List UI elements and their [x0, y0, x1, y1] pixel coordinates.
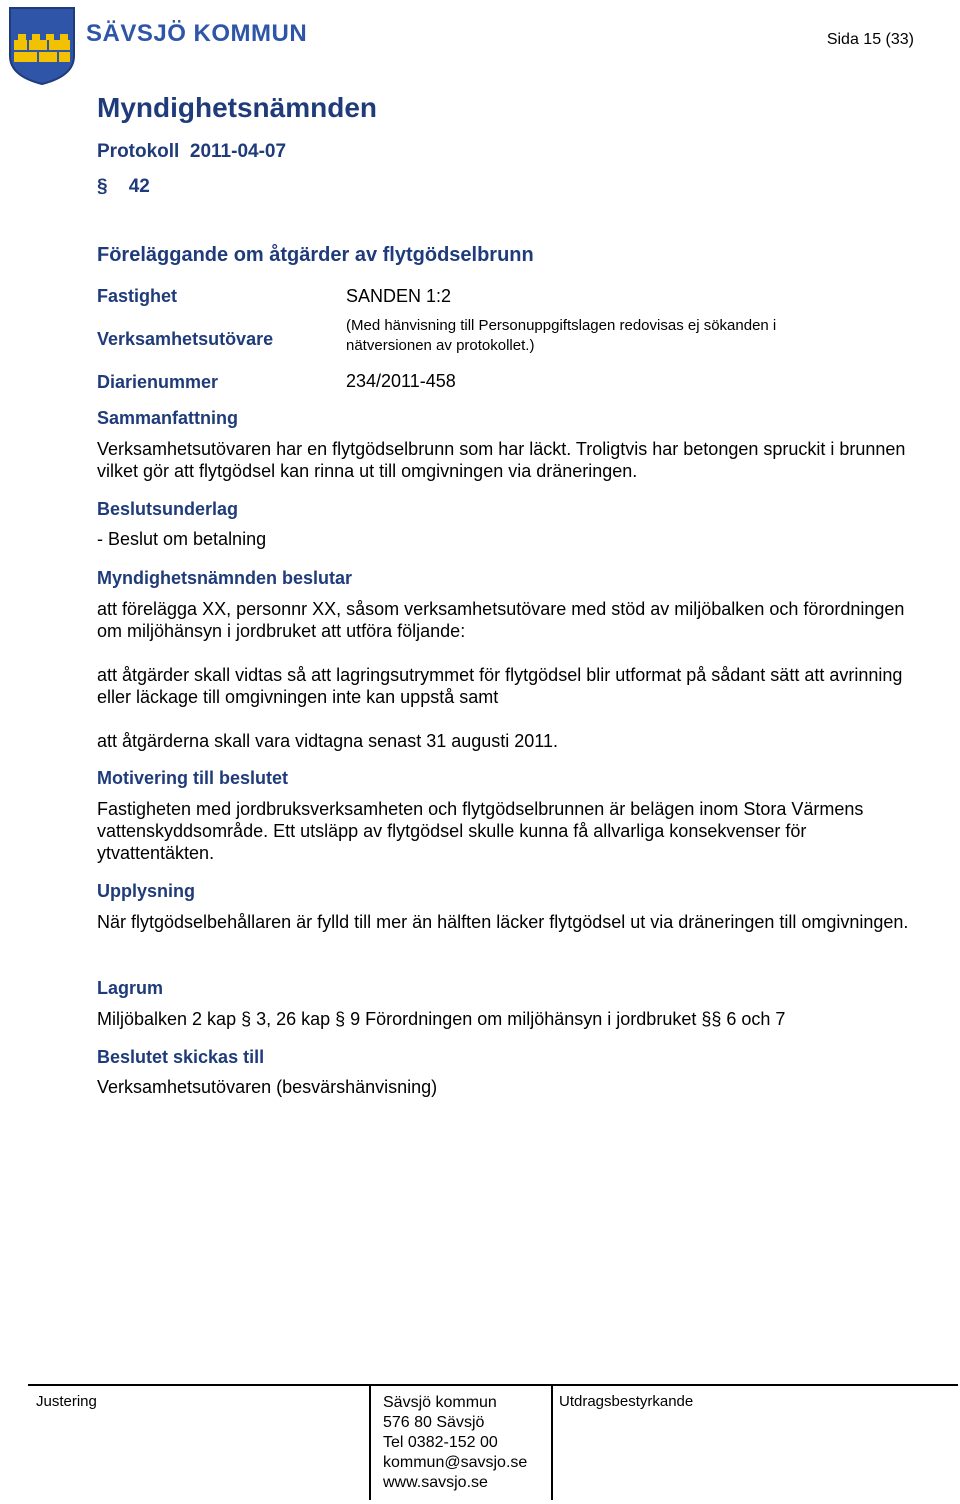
page-title: Myndighetsnämnden — [97, 92, 378, 123]
beslutar-paragraph-3: att åtgärderna skall vara vidtagna senast 31 augusti 2011. — [97, 731, 558, 751]
footer-email[interactable]: kommun@savsjo.se — [383, 1454, 528, 1471]
diarie-label: Diarienummer — [97, 372, 219, 392]
footer-website[interactable]: www.savsjo.se — [383, 1474, 488, 1491]
lagrum-text: Miljöbalken 2 kap § 3, 26 kap § 9 Förordningen om miljöhänsyn i jordbruket §§ 6 och 7 — [97, 1009, 786, 1029]
verksamhet-label: Verksamhetsutövare — [97, 329, 274, 349]
lagrum-heading: Lagrum — [97, 978, 164, 998]
footer-org: Sävsjö kommun — [383, 1394, 497, 1411]
upplysning-text: När flytgödselbehållaren är fylld till mer än hälften läcker flytgödsel ut via dräneringen till omgivningen. — [97, 912, 909, 932]
footer-address: 576 80 Sävsjö — [383, 1414, 485, 1431]
paragraph-sign: § — [97, 176, 108, 197]
footer-separator-right — [551, 1386, 553, 1500]
coat-of-arms-icon — [8, 6, 80, 86]
beslutar-heading: Myndighetsnämnden beslutar — [97, 568, 353, 588]
diarie-value: 234/2011-458 — [346, 371, 456, 391]
beslutar-paragraph-1: att förelägga XX, personnr XX, såsom verksamhetsutövare med stöd av miljöbalken och förordningen om miljöhänsyn i jordbruket att utföra följande: — [97, 599, 905, 641]
skickas-heading: Beslutet skickas till — [97, 1047, 265, 1067]
protocol-label: Protokoll — [97, 141, 180, 162]
sammanfattning-text: Verksamhetsutövaren har en flytgödselbrunn som har läckt. Troligtvis har betongen spruckit i brunnen vilket gör att flytgödsel kan rinna ut till omgivningen via dräneringen. — [97, 439, 906, 481]
skickas-text: Verksamhetsutövaren (besvärshänvisning) — [97, 1077, 438, 1097]
municipality-logo — [8, 6, 308, 86]
paragraph-value: 42 — [128, 176, 150, 197]
footer-justering: Justering — [36, 1393, 97, 1410]
footer-address-block — [383, 1393, 527, 1493]
beslutsunderlag-text: - Beslut om betalning — [97, 529, 267, 549]
page-number: Sida 15 (33) — [826, 31, 914, 48]
footer-utdrag: Utdragsbestyrkande — [559, 1393, 694, 1410]
fastighet-value: SANDEN 1:2 — [346, 286, 452, 306]
protocol-date: 2011-04-07 — [189, 141, 287, 162]
sammanfattning-heading: Sammanfattning — [97, 408, 239, 428]
motivering-heading: Motivering till beslutet — [97, 768, 289, 788]
subject-title: Föreläggande om åtgärder av flytgödselbrunn — [97, 244, 534, 266]
beslutsunderlag-heading: Beslutsunderlag — [97, 499, 239, 519]
fastighet-label: Fastighet — [97, 286, 178, 306]
upplysning-heading: Upplysning — [97, 881, 195, 901]
paragraph-number — [97, 176, 150, 198]
verksamhet-note: (Med hänvisning till Personuppgiftslagen redovisas ej sökanden i nätversionen av protokollet.) — [346, 317, 777, 354]
footer-phone: Tel 0382-152 00 — [383, 1434, 498, 1451]
motivering-text: Fastigheten med jordbruksverksamheten och flytgödselbrunnen är belägen inom Stora Värmens vattenskyddsområde. Ett utsläpp av flytgödsel skulle kunna få allvarliga konsekvenser för ytvattentäkten. — [97, 799, 864, 863]
beslutar-paragraph-2: att åtgärder skall vidtas så att lagringsutrymmet för flytgödsel blir utformat på sådant sätt att avrinning eller läckage till omgivningen inte kan uppstå samt — [97, 665, 903, 707]
protocol-line — [97, 141, 286, 163]
footer-divider — [28, 1384, 958, 1386]
footer-separator-left — [369, 1386, 371, 1500]
logo-wordmark: SÄVSJÖ KOMMUN — [86, 20, 308, 47]
